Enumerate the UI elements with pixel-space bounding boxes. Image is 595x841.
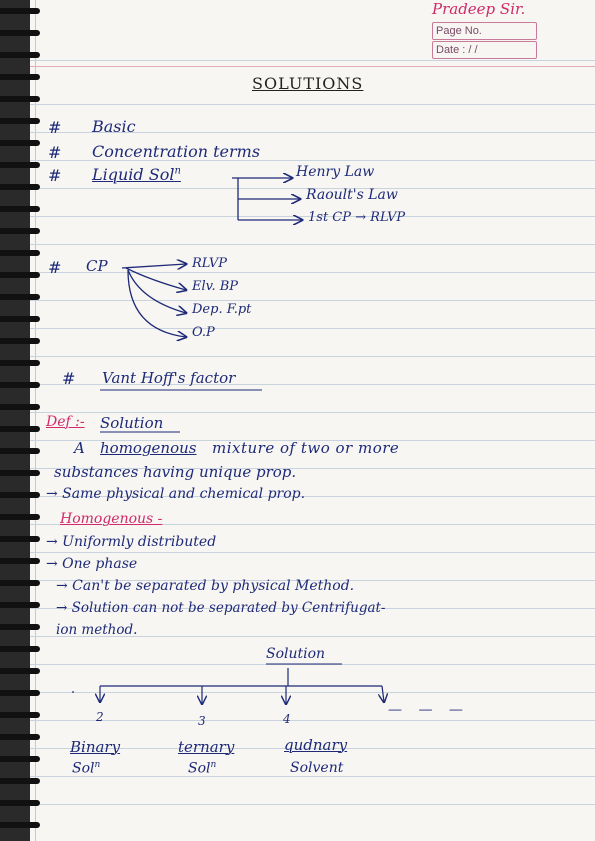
- cp-branch-dep-fpt: Dep. F.pt: [192, 302, 252, 317]
- hash-bullet: #: [48, 143, 62, 162]
- date-box: Date : / /: [432, 41, 537, 59]
- leaf-binary: Binary: [70, 738, 121, 756]
- leaf-binary-sub: Sol$^n$: [72, 760, 101, 777]
- liquid-branch-arrows: [232, 178, 302, 220]
- leaf-ternary: ternary: [178, 738, 235, 756]
- def-line3: → Same physical and chemical prop.: [46, 486, 306, 502]
- homogenous-point: → Can't be separated by physical Method.: [56, 578, 355, 594]
- author-name: Pradeep Sir.: [432, 0, 526, 18]
- homogenous-heading: Homogenous -: [60, 511, 163, 527]
- page-no-box: Page No.: [432, 22, 537, 40]
- def-label: Def :-: [46, 414, 85, 430]
- branch-first-cp: 1st CP → RLVP: [308, 210, 406, 225]
- def-line1-a: A: [74, 439, 85, 457]
- leaf-quaternary: qudnary: [284, 736, 348, 754]
- page-title: SOLUTIONS: [252, 74, 364, 93]
- homogenous-point: ion method.: [56, 622, 138, 638]
- leaf-ternary-sub: Sol$^n$: [188, 760, 217, 777]
- tree-dashes: — — —: [388, 702, 469, 718]
- tree-number: 4: [283, 712, 291, 726]
- hash-bullet: #: [62, 369, 76, 388]
- hash-bullet: #: [48, 258, 62, 277]
- topic-basic: Basic: [92, 117, 136, 136]
- cp-branch-rlvp: RLVP: [192, 256, 228, 271]
- hash-bullet: #: [48, 118, 62, 137]
- topic-liquid-sol: Liquid Sol$^n$: [92, 165, 181, 184]
- leaf-quaternary-sub: Solvent: [290, 760, 344, 776]
- underlines: [100, 390, 342, 664]
- tree-number: 2: [96, 710, 104, 724]
- cp-branch-arrows: [122, 264, 186, 337]
- def-line2: substances having unique prop.: [54, 463, 297, 481]
- tree-number: 3: [198, 714, 206, 728]
- topic-concentration: Concentration terms: [92, 142, 261, 161]
- hash-bullet: #: [48, 166, 62, 185]
- def-term: Solution: [100, 414, 164, 432]
- cp-label: CP: [86, 257, 108, 275]
- homogenous-point: → Uniformly distributed: [46, 534, 217, 550]
- branch-raoult-law: Raoult's Law: [306, 187, 398, 203]
- tree-root: Solution: [266, 646, 326, 662]
- cp-branch-elv-bp: Elv. BP: [192, 279, 239, 294]
- solution-tree: [72, 668, 384, 704]
- branch-henry-law: Henry Law: [296, 164, 375, 180]
- vant-hoff-factor: Vant Hoff's factor: [102, 369, 236, 387]
- homogenous-point: → Solution can not be separated by Centrifugat-: [56, 600, 386, 616]
- homogenous-point: → One phase: [46, 556, 138, 572]
- def-line1-c: mixture of two or more: [212, 439, 400, 457]
- def-homogenous: homogenous: [100, 439, 197, 457]
- cp-branch-op: O.P: [192, 325, 215, 340]
